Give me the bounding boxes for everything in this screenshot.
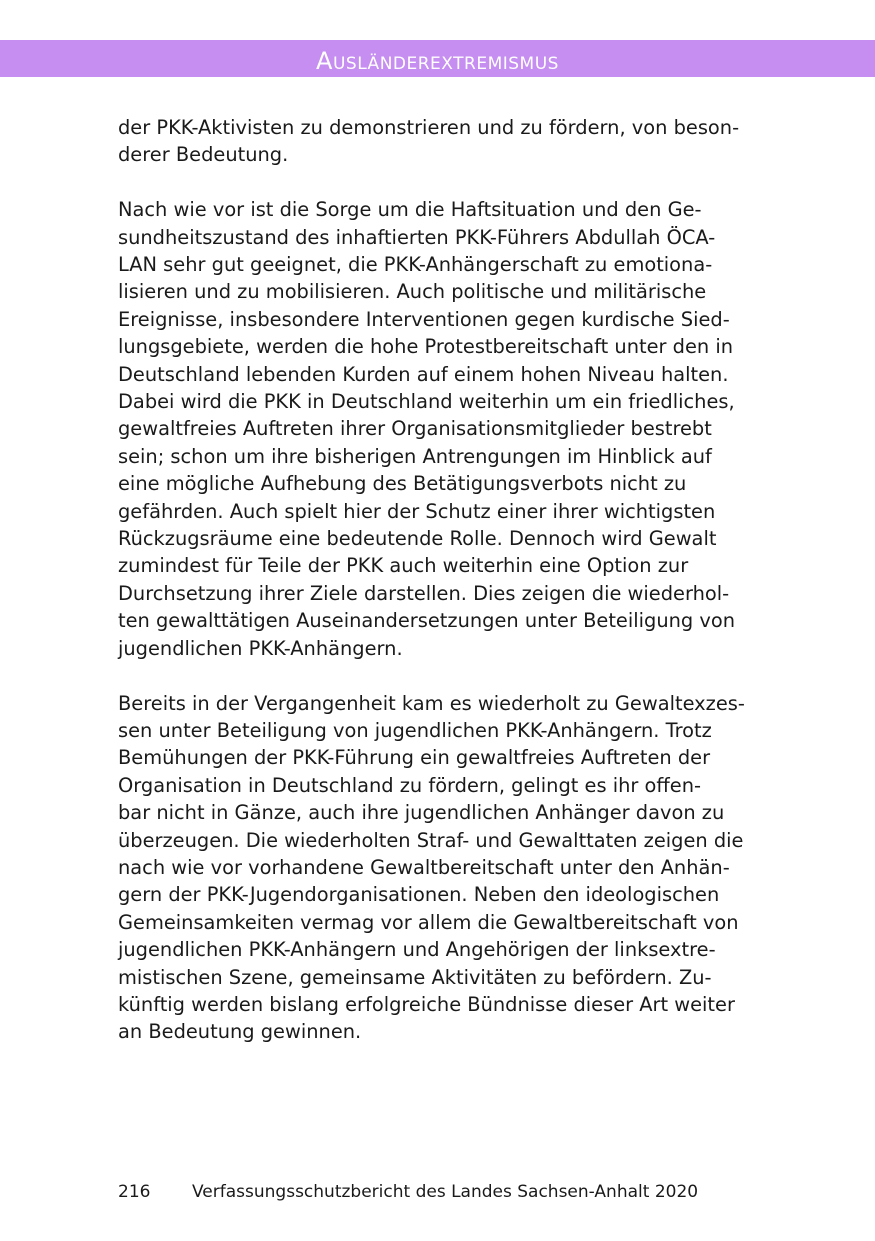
text-line: überzeugen. Die wiederholten Straf- und Gewalttaten zeigen die (118, 828, 744, 852)
text-line: an Bedeutung gewinnen. (118, 1020, 362, 1044)
text-line: Ereignisse, insbesondere Interventionen gegen kurdische Sied- (118, 307, 730, 331)
text-line: zumindest für Teile der PKK auch weiterhin eine Option zur (118, 554, 689, 578)
text-line: der PKK-Aktivisten zu demonstrieren und zu fördern, von beson- (118, 116, 740, 139)
text-line: sein; schon um ihre bisherigen Antrengungen im Hinblick auf (118, 444, 712, 468)
text-line: bar nicht in Gänze, auch ihre jugendlichen Anhänger davon zu (118, 801, 725, 825)
text-line: Bemühungen der PKK-Führung ein gewaltfreies Auftreten der (118, 746, 711, 770)
text-line: mistischen Szene, gemeinsame Aktivitäten zu befördern. Zu- (118, 965, 712, 989)
text-line: Deutschland lebenden Kurden auf einem hohen Niveau halten. (118, 362, 729, 386)
page-footer (118, 1180, 698, 1204)
text-line: gern der PKK-Jugendorganisationen. Neben den ideologischen (118, 883, 720, 907)
text-line: LAN sehr gut geeignet, die PKK-Anhängerschaft zu emotiona- (118, 253, 713, 277)
text-line: jugendlichen PKK-Anhängern. (118, 636, 403, 660)
publication-title: Verfassungsschutzbericht des Landes Sachsen-Anhalt 2020 (192, 1182, 699, 1202)
chapter-title: Ausländerextremismus (316, 47, 559, 75)
paragraph-spacer (118, 662, 758, 689)
text-line: lungsgebiete, werden die hohe Protestbereitschaft unter den in (118, 335, 734, 359)
paragraph (118, 114, 758, 169)
text-line: derer Bedeutung. (118, 143, 289, 167)
text-line: sundheitszustand des inhaftierten PKK-Führers Abdullah ÖCA- (118, 225, 716, 249)
text-line: Rückzugsräume eine bedeutende Rolle. Dennoch wird Gewalt (118, 527, 717, 551)
text-line: lisieren und zu mobilisieren. Auch politische und militärische (118, 280, 707, 304)
text-line: künftig werden bislang erfolgreiche Bündnisse dieser Art weiter (118, 992, 735, 1016)
page-number: 216 (118, 1182, 151, 1202)
text-line: Durchsetzung ihrer Ziele darstellen. Dies zeigen die wiederhol- (118, 581, 730, 605)
text-line: Gemeinsamkeiten vermag vor allem die Gewaltbereitschaft von (118, 910, 739, 934)
text-line: eine mögliche Aufhebung des Betätigungsverbots nicht zu (118, 472, 687, 496)
text-line: nach wie vor vorhandene Gewaltbereitschaft unter den Anhän- (118, 855, 730, 879)
text-line: ten gewalttätigen Auseinandersetzungen unter Beteiligung von (118, 609, 736, 633)
text-line: gefährden. Auch spielt hier der Schutz einer ihrer wichtigsten (118, 499, 716, 523)
paragraph (118, 196, 758, 662)
text-line: Organisation in Deutschland zu fördern, gelingt es ihr offen- (118, 773, 701, 797)
text-line: Dabei wird die PKK in Deutschland weiterhin um ein friedliches, (118, 390, 735, 414)
text-line: gewaltfreies Auftreten ihrer Organisationsmitglieder bestrebt (118, 417, 712, 441)
text-line: jugendlichen PKK-Anhängern und Angehörigen der linksextre- (118, 938, 716, 962)
paragraph (118, 690, 758, 1046)
text-line: sen unter Beteiligung von jugendlichen PKK-Anhängern. Trotz (118, 718, 712, 742)
body-text (118, 114, 758, 1046)
text-line: Bereits in der Vergangenheit kam es wiederholt zu Gewaltexzes- (118, 691, 745, 715)
text-line: Nach wie vor ist die Sorge um die Haftsituation und den Ge- (118, 198, 702, 222)
paragraph-spacer (118, 169, 758, 196)
